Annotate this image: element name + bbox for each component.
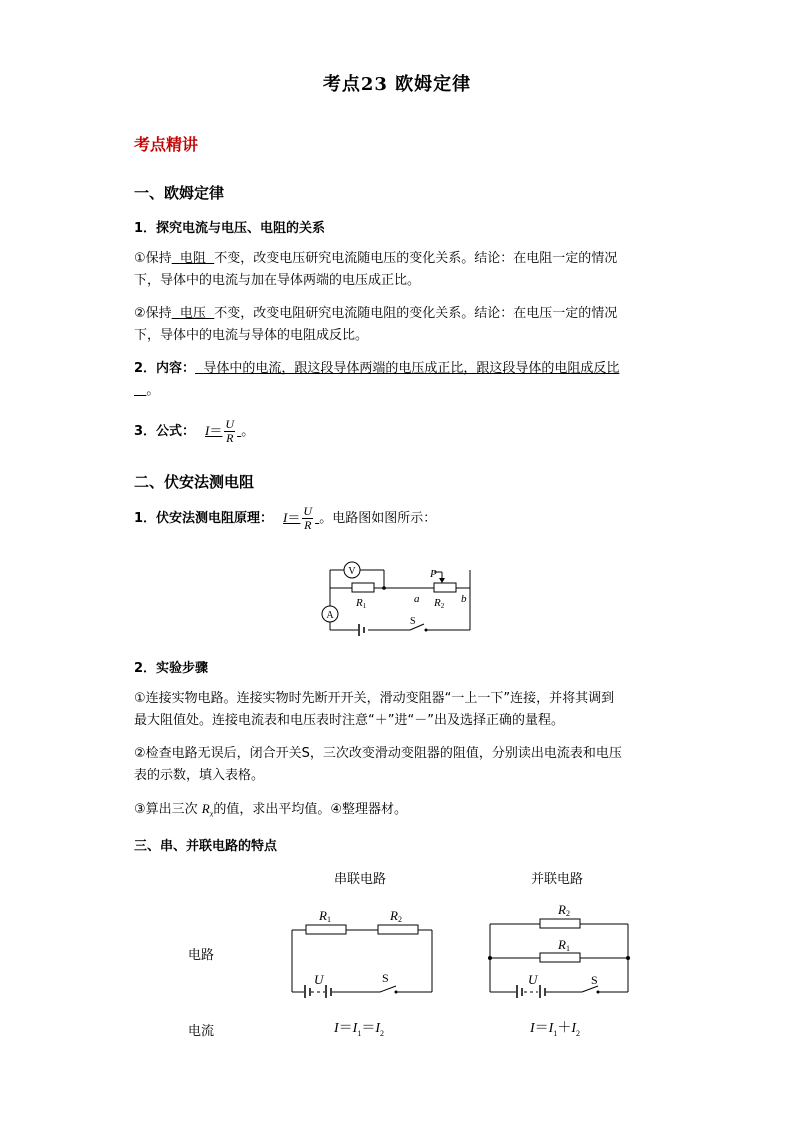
- part2-sub2: 2．实验步骤: [134, 661, 209, 676]
- col-header-series: 串联电路: [334, 872, 387, 887]
- switch-label: S: [410, 616, 416, 627]
- col-header-parallel: 并联电路: [531, 872, 584, 887]
- row-label-circuit: 电路: [188, 948, 215, 963]
- parallel-r1-label: R1: [558, 937, 570, 953]
- voltammetry-circuit-diagram: [318, 556, 478, 636]
- part2-principle: 1．伏安法测电阻原理： I＝ $\frac{U}{R}$ 。电路图如图所示：: [134, 504, 437, 532]
- step2-line2: 表的示数，填入表格。: [134, 768, 265, 783]
- section-heading: 考点精讲: [134, 135, 199, 154]
- page-title: 考点23 欧姆定律: [322, 74, 472, 95]
- series-r1-label: R1: [319, 908, 331, 924]
- step1-line2: 最大阻值处。连接电流表和电压表时注意“＋”进“－”出及选择正确的量程。: [134, 713, 564, 728]
- slider-label: P: [430, 568, 437, 580]
- r2-label: R2: [434, 597, 445, 610]
- parallel-r2-label: R2: [558, 902, 570, 918]
- fill-blank: 导体中的电流，跟这段导体两端的电压成正比，跟这段导体的电阻成反比: [203, 361, 620, 376]
- parallel-u-label: U: [528, 972, 538, 987]
- series-r2-label: R2: [390, 908, 402, 924]
- part1-formula: 3．公式： I＝ $\frac{U}{R}$ 。: [134, 417, 255, 445]
- series-s-label: S: [382, 971, 389, 985]
- part1-p1: ①保持 电阻 不变，改变电压研究电流随电压的变化关系。结论：在电阻一定的情况: [134, 251, 618, 266]
- part1-content-end: 。: [146, 383, 160, 398]
- part1-heading: 一、欧姆定律: [134, 184, 225, 202]
- series-current-formula: $I=I_1=I_2$: [334, 1021, 385, 1038]
- fill-blank: 电压: [179, 306, 206, 321]
- voltmeter-label: V: [348, 566, 356, 577]
- part1-p2-line2: 下，导体中的电流与导体的电阻成反比。: [134, 328, 369, 343]
- part1-p1-line2: 下，导体中的电流与加在导体两端的电压成正比。: [134, 273, 421, 288]
- part1-sub1: 1．探究电流与电压、电阻的关系: [134, 221, 326, 236]
- ammeter-label: A: [326, 610, 334, 621]
- fill-blank: 电阻: [179, 251, 206, 266]
- part1-content: 2．内容： 导体中的电流，跟这段导体两端的电压成正比，跟这段导体的电阻成反比: [134, 361, 620, 376]
- step2-line1: ②检查电路无误后，闭合开关S，三次改变滑动变阻器的阻值，分别读出电流表和电压: [134, 746, 622, 761]
- part3-heading: 三、串、并联电路的特点: [134, 839, 278, 854]
- step1-line1: ①连接实物电路。连接实物时先断开开关，滑动变阻器“一上一下”连接，并将其调到: [134, 691, 615, 706]
- parallel-current-formula: $I=I_1+I_2$: [530, 1021, 581, 1038]
- point-b-label: b: [461, 593, 467, 605]
- series-circuit-diagram: [286, 902, 438, 998]
- part1-p2: ②保持 电压 不变，改变电阻研究电流随电阻的变化关系。结论：在电压一定的情况: [134, 306, 618, 321]
- part2-heading: 二、伏安法测电阻: [134, 473, 255, 491]
- parallel-s-label: S: [591, 973, 598, 987]
- row-label-current: 电流: [188, 1024, 215, 1039]
- step3: ③算出三次 $R_x$的值，求出平均值。④整理器材。: [134, 801, 407, 819]
- parallel-circuit-diagram: [484, 900, 634, 998]
- series-u-label: U: [314, 972, 324, 987]
- point-a-label: a: [414, 593, 420, 605]
- r1-label: R1: [356, 597, 367, 610]
